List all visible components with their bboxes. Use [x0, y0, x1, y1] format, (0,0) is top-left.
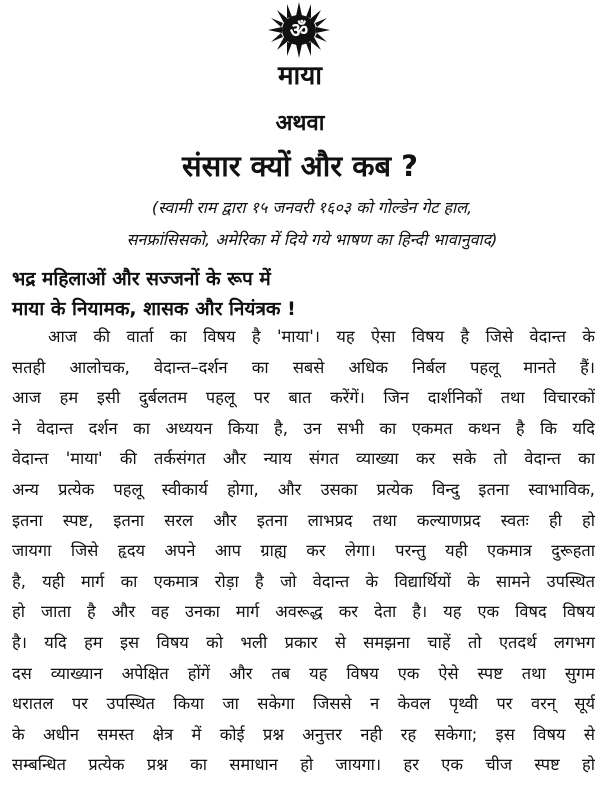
- subtitle-line-2: सनफ्रांसिसको, अमेरिका में दिये गये भाषण का हिन्दी भावानुवाद): [126, 230, 498, 249]
- om-glyph: ॐ: [289, 18, 309, 42]
- body-line: ने वेदान्त दर्शन का अध्ययन किया है, उन सभी का एकमत कथन है कि यदि: [12, 418, 595, 438]
- body-line: वेदान्त 'माया' की तर्कसंगत और न्याय संगत व्याख्या कर सके तो वेदान्त का: [12, 449, 595, 469]
- subtitle-line-1: (स्वामी राम द्वारा १५ जनवरी १६०३ को गोल्डेन गेट हाल,: [151, 198, 473, 217]
- body-line: सतही आलोचक, वेदान्त–दर्शन का सबसे अधिक निर्बल पहलू मानते हैं।: [12, 357, 595, 377]
- greeting-line-2: माया के नियामक, शासक और नियंत्रक !: [12, 298, 296, 320]
- om-emblem-graphic: [268, 2, 330, 58]
- body-line: इतना स्पष्ट, इतना सरल और इतना लाभप्रद तथा कल्याणप्रद स्वतः ही हो: [12, 510, 595, 530]
- body-line: आज हम इसी दुर्बलतम पहलू पर बात करेंगें। जिन दार्शनिकों तथा विचारकों: [12, 388, 595, 408]
- title-conjunction: अथवा: [275, 111, 325, 136]
- body-line: दस व्याख्यान अपेक्षित होंगें और तब यह विषय एक ऐसे स्पष्ट तथा सुगम: [12, 663, 595, 683]
- page-title: माया: [277, 61, 323, 91]
- greeting-line-1: भद्र महिलाओं और सज्जनों के रूप में: [12, 268, 271, 290]
- body-line: के अधीन समस्त क्षेत्र में कोई प्रश्न अनुत्तर नही रह सकेगा; इस विषय से: [12, 724, 595, 744]
- body-line: सम्बन्धित प्रत्येक प्रश्न का समाधान हो जायगा। हर एक चीज स्पष्ट हो: [12, 755, 595, 775]
- body-line: है, यही मार्ग का एकमात्र रोड़ा है जो वेदान्त के विद्यार्थियों के सामने उपस्थित: [12, 571, 595, 591]
- body-paragraph: [12, 322, 595, 781]
- body-line: जायगा जिसे हृदय अपने आप ग्राह्य कर लेगा। परन्तु यही एकमात्र दुरूहता: [12, 541, 595, 561]
- body-line: है। यदि हम इस विषय को भली प्रकार से समझना चाहें तो एतदर्थ लगभग: [12, 632, 595, 652]
- body-line: हो जाता है और वह उनका मार्ग अवरूद्ध कर देता है। यह एक विषद विषय: [12, 602, 595, 622]
- body-line: आज की वार्ता का विषय है 'माया'। यह ऐसा विषय है जिसे वेदान्त के: [48, 327, 595, 346]
- body-line: धरातल पर उपस्थित किया जा सकेगा जिससे न केवल पृथ्वी पर वरन् सूर्य: [12, 694, 595, 714]
- om-icon: [268, 2, 330, 58]
- body-line: अन्य प्रत्येक पहलू स्वीकार्य होगा, और उसका प्रत्येक विन्दु इतना स्वाभाविक,: [12, 479, 595, 499]
- main-heading: संसार क्यों और कब ?: [182, 149, 418, 183]
